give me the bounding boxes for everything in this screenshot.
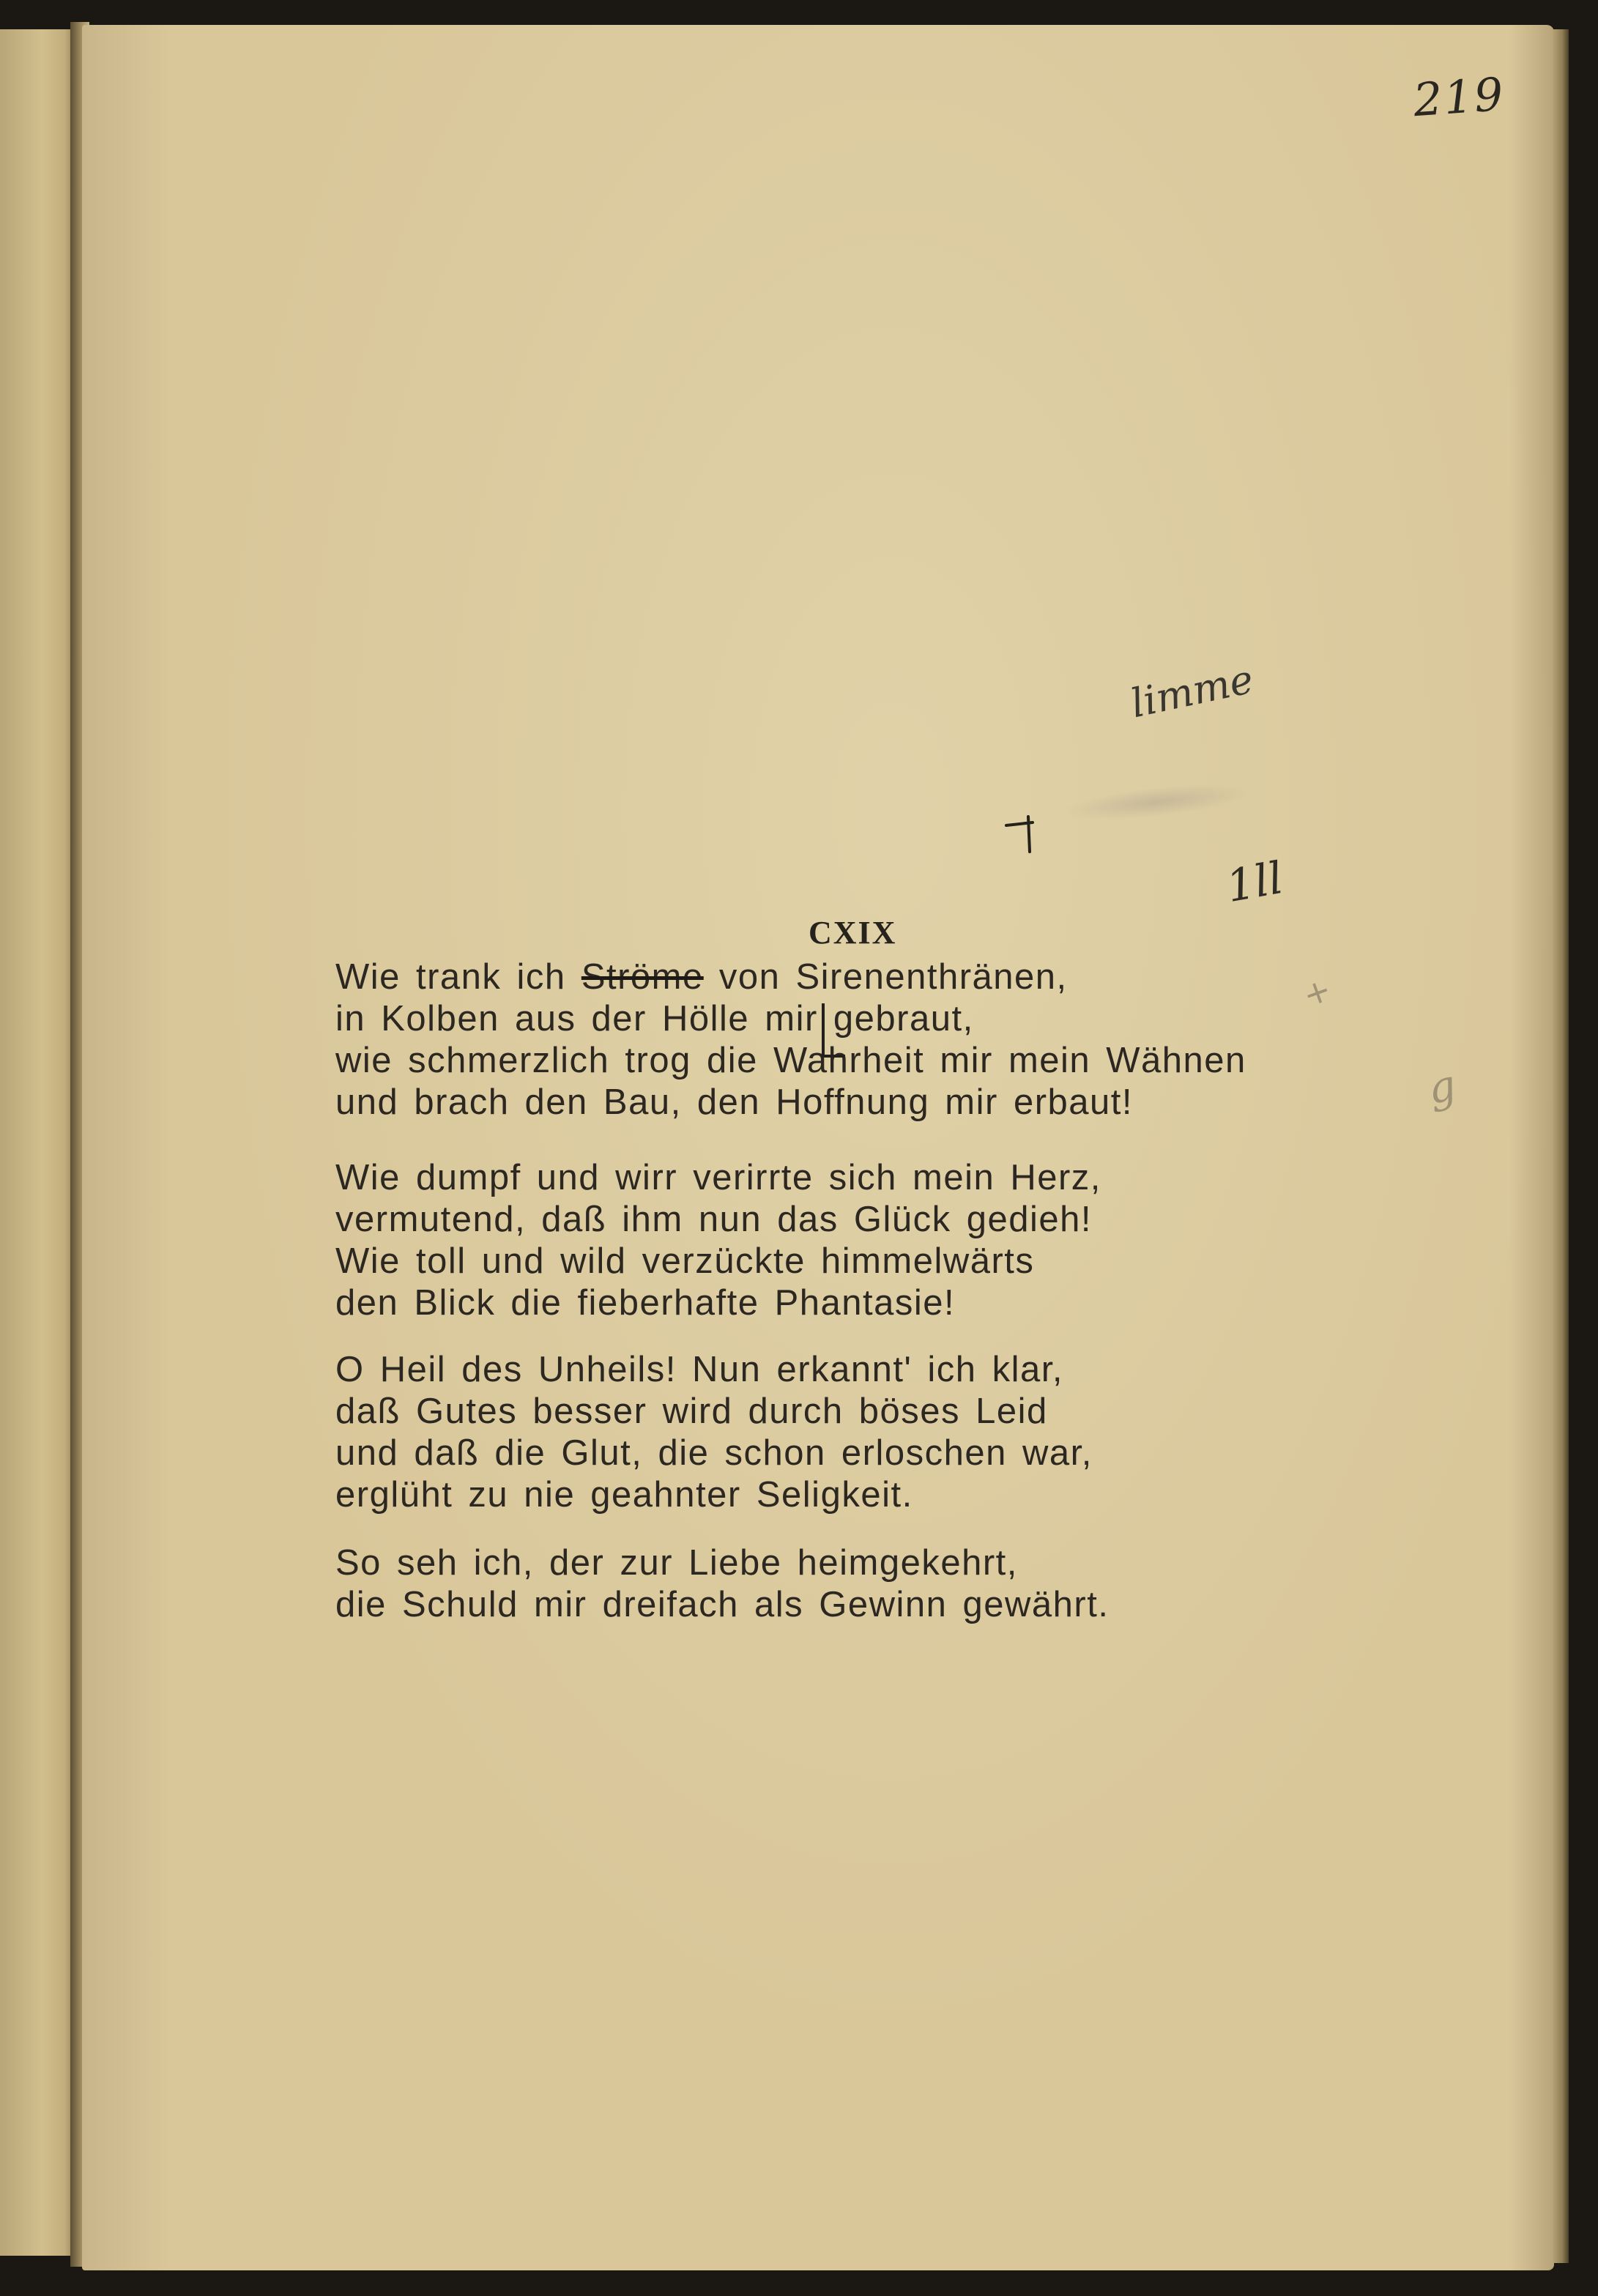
stanza — [335, 1542, 1434, 1626]
line-text: Wie trank ich — [335, 957, 581, 997]
poem-line: in Kolben aus der Hölle mir gebraut, — [335, 999, 974, 1039]
poem-line — [335, 956, 1434, 998]
poem-line: den Blick die fieberhafte Phantasie! — [335, 1283, 956, 1323]
page-stack-edge — [1553, 29, 1569, 2263]
stanza — [335, 1157, 1434, 1324]
poem-line: und daß die Glut, die schon erloschen war, — [335, 1433, 1093, 1473]
poem-line: daß Gutes besser wird durch böses Leid — [335, 1392, 1048, 1431]
faint-margin-mark: + — [1298, 970, 1337, 1015]
poem-line: So seh ich, der zur Liebe heimgekehrt, — [335, 1543, 1018, 1583]
book-page — [82, 25, 1554, 2270]
poem-line: O Heil des Unheils! Nun erkannt' ich klar, — [335, 1350, 1064, 1389]
stanza — [335, 956, 1434, 1123]
left-page-edge — [0, 29, 78, 2256]
poem-title: CXIX — [809, 915, 897, 951]
line-text: von Sirenenthränen, — [703, 957, 1068, 997]
stanza — [335, 1349, 1434, 1516]
margin-handwritten-word: limme — [1126, 655, 1257, 727]
page-number: 219 — [1411, 67, 1506, 127]
poem-line: wie schmerzlich trog die Wahrheit mir mein Wähnen — [335, 1041, 1246, 1080]
poem-line: vermutend, daß ihm nun das Glück gedieh! — [335, 1200, 1092, 1239]
poem-line: Wie dumpf und wirr verirrte sich mein Herz, — [335, 1158, 1101, 1197]
poem-line: die Schuld mir dreifach als Gewinn gewährt. — [335, 1585, 1110, 1624]
poem-line: Wie toll und wild verzückte himmelwärts — [335, 1241, 1035, 1281]
struck-word: Ströme — [581, 957, 704, 997]
insertion-mark — [822, 1003, 845, 1058]
poem-line: erglüht zu nie geahnter Seligkeit. — [335, 1475, 913, 1515]
margin-cross-mark — [1003, 809, 1047, 853]
poem-line: und brach den Bau, den Hoffnung mir erbaut! — [335, 1082, 1133, 1122]
faint-margin-mark: g — [1423, 1059, 1460, 1115]
margin-handwritten-code: 1ll — [1222, 852, 1287, 913]
